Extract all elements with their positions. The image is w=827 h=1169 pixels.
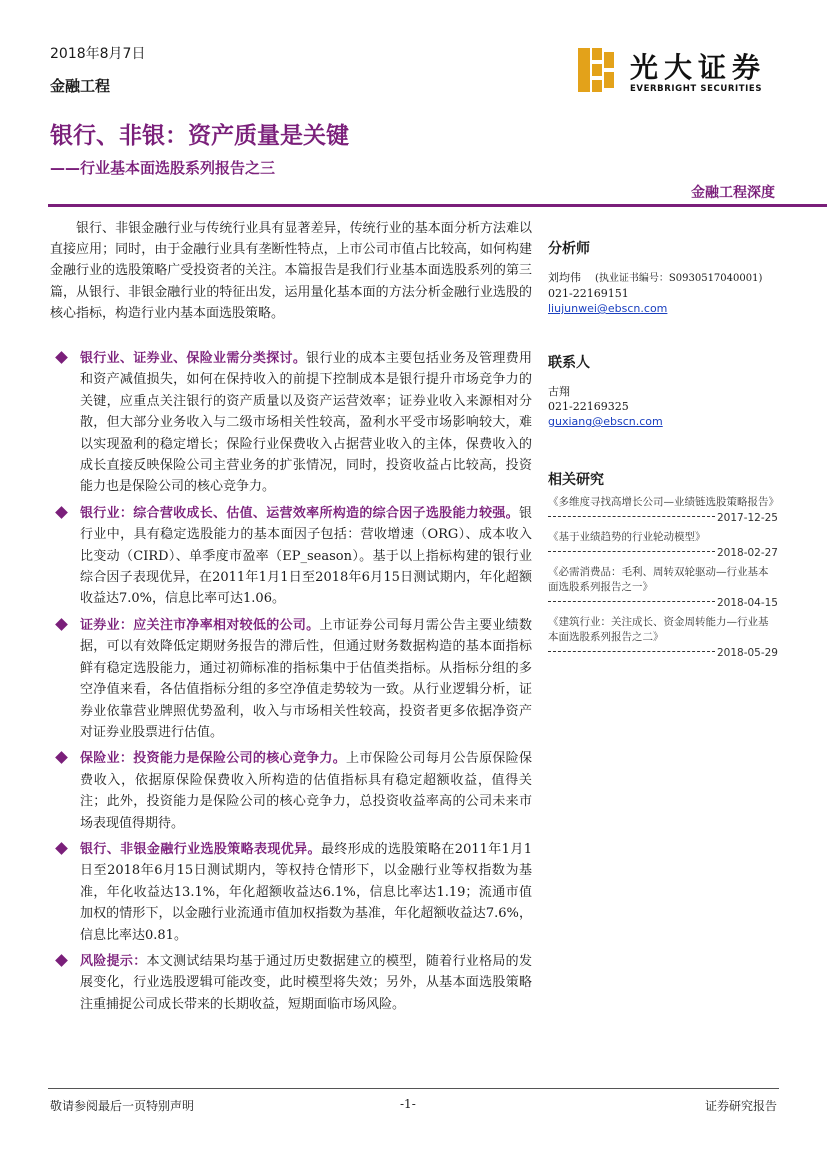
research-date-row (548, 510, 778, 526)
key-point-text: 上市保险公司每月公告原保险保费收入，依据原保险保费收入所构造的估值指标具有稳定超额收益，值得关注；此外，投资能力是保险公司的核心竞争力，总投资收益率高的公司未来市场表现值得期待。 (80, 751, 532, 831)
analyst-email-link[interactable]: liujunwei@ebscn.com (548, 302, 668, 315)
research-title: 《多维度寻找高增长公司—业绩链选股策略报告》 (548, 496, 779, 508)
key-point-text: 本文测试结果均基于通过历史数据建立的模型，随着行业格局的发展变化，行业选股逻辑可能改变，此时模型将失效；另外，从基本面选股策略注重捕捉公司成长带来的长期收益，短期面临市场风险。 (80, 953, 532, 1012)
research-date: 2017-12-25 (716, 512, 778, 524)
company-logo (578, 46, 788, 96)
intro-paragraph: 银行、非银金融行业与传统行业具有显著差异，传统行业的基本面分析方法难以直接应用；同时，由于金融行业具有垄断性特点，上市公司市值占比较高，如何构建金融行业的选股策略广受投资者的关注。本篇报告是我们行业基本面选股系列的第三篇，从银行、非银金融行业的特征出发，运用量化基本面的方法分析金融行业选股的核心指标，构造行业内基本面选股策略。 (50, 221, 532, 321)
key-point (50, 615, 532, 743)
related-research-item[interactable] (548, 495, 778, 526)
key-point-text: 银行业中，具有稳定选股能力的基本面因子包括：营收增速（ORG）、成本收入比变动（CIRD）、单季度市盈率（EP_season）。基于以上指标构建的银行业综合因子表现优异，在2011年1月1日至2018年6月15日测试期内，年化超额收益达7.0%，信息比率可达1.06。 (80, 505, 532, 607)
research-title: 《基于业绩趋势的行业轮动模型》 (548, 531, 706, 543)
research-date: 2018-02-27 (716, 547, 778, 559)
dashed-leader (548, 651, 715, 652)
diamond-bullet-icon (55, 751, 68, 764)
everbright-logo-icon (578, 48, 614, 92)
sidebar (548, 238, 778, 665)
logo-english-name: EVERBRIGHT SECURITIES (630, 84, 763, 94)
research-date-row (548, 545, 778, 561)
dashed-leader (548, 601, 715, 602)
analyst-certificate: (执业证书编号：S0930517040001) (595, 273, 763, 284)
diamond-bullet-icon (55, 954, 68, 967)
related-research-item[interactable] (548, 530, 778, 561)
analyst-phone: 021-22169151 (548, 287, 629, 300)
diamond-bullet-icon (55, 506, 68, 519)
analyst-info (548, 270, 778, 286)
key-point-lead: 银行业：综合营收成长、估值、运营效率所构造的综合因子选股能力较强。 (80, 505, 519, 521)
contact-heading: 联系人 (548, 355, 590, 371)
contact-email-link[interactable]: guxiang@ebscn.com (548, 415, 663, 428)
footer-report-type: 证券研究报告 (704, 1099, 777, 1113)
page-subtitle: ——行业基本面选股系列报告之三 (50, 159, 276, 177)
key-point (50, 748, 532, 834)
research-title: 《必需消费品：毛利、周转双轮驱动—行业基本面选股系列报告之一》 (548, 566, 769, 593)
key-points-list (50, 348, 532, 1015)
dashed-leader (548, 516, 715, 517)
diamond-bullet-icon (55, 618, 68, 631)
key-point-lead: 银行业、证券业、保险业需分类探讨。 (80, 351, 307, 367)
dashed-leader (548, 551, 715, 552)
contact-phone: 021-22169325 (548, 400, 629, 413)
diamond-bullet-icon (55, 842, 68, 855)
research-date: 2018-05-29 (716, 647, 778, 659)
footer-disclaimer: 敬请参阅最后一页特别声明 (50, 1099, 195, 1113)
page-number: -1- (400, 1097, 416, 1111)
key-point-text: 上市证券公司每月需公告主要业绩数据，可以有效降低定期财务报告的滞后性，但通过财务数据构造的基本面指标鲜有稳定选股能力，通过初筛标准的指标集中于估值类指标。从指标分组的多空净值来看，各估值指标分组的多空净值走势较为一致。从行业逻辑分析，证券业依靠营业牌照优势盈利，收入与市场相关性较高，投资者更多依据净资产对证券业股票进行估值。 (80, 617, 532, 740)
header-divider (48, 204, 827, 207)
key-point-text: 最终形成的选股策略在2011年1月1日至2018年6月15日测试期内，等权持仓情形下，以金融行业等权指数为基准，年化收益达13.1%，年化超额收益达6.1%，信息比率达1.19；流通市值加权的情形下，以金融行业流通市值加权指数为基准，年化超额收益达7.6%，信息比率达0.81。 (80, 841, 532, 943)
key-point-lead: 银行、非银金融行业选股策略表现优异。 (80, 841, 321, 857)
key-point-lead: 保险业：投资能力是保险公司的核心竞争力。 (80, 751, 347, 767)
research-date-row (548, 645, 778, 661)
research-title: 《建筑行业：关注成长、资金周转能力—行业基本面选股系列报告之二》 (548, 616, 769, 643)
related-research-item[interactable] (548, 565, 778, 611)
related-research-item[interactable] (548, 615, 778, 661)
key-point-lead: 风险提示： (80, 953, 147, 969)
department-label: 金融工程 (50, 77, 111, 95)
analyst-heading: 分析师 (548, 241, 590, 257)
contact-name: 古翔 (548, 385, 570, 398)
key-point-lead: 证券业：应关注市净率相对较低的公司。 (80, 617, 320, 633)
logo-chinese-name: 光大证券 (630, 51, 767, 84)
diamond-bullet-icon (55, 351, 68, 364)
analyst-name: 刘均伟 (548, 271, 581, 284)
page-title: 银行、非银：资产质量是关键 (50, 123, 349, 149)
key-point (50, 951, 532, 1015)
key-point (50, 503, 532, 610)
report-type-tagline: 金融工程深度 (691, 185, 775, 201)
key-point (50, 839, 532, 946)
key-point (50, 348, 532, 498)
footer-divider (48, 1088, 779, 1089)
key-point-text: 银行业的成本主要包括业务及管理费用和资产减值损失，如何在保持收入的前提下控制成本是银行提升市场竞争力的关键，应重点关注银行的资产质量以及资产运营效率；证券业收入来源相对分散，但大部分业务收入与二级市场相关性较高，盈利水平受市场影响较大，难以实现盈利的稳定增长；保险行业保费收入占据营业收入的主体，保费收入的成长直接反映保险公司主营业务的扩张情况，同时，投资收益占比较高，投资能力也是保险公司的核心竞争力。 (80, 351, 532, 495)
research-date-row (548, 595, 778, 611)
related-research-heading: 相关研究 (548, 472, 604, 488)
report-date: 2018年8月7日 (50, 46, 146, 62)
main-content (50, 218, 532, 1020)
research-date: 2018-04-15 (716, 597, 778, 609)
